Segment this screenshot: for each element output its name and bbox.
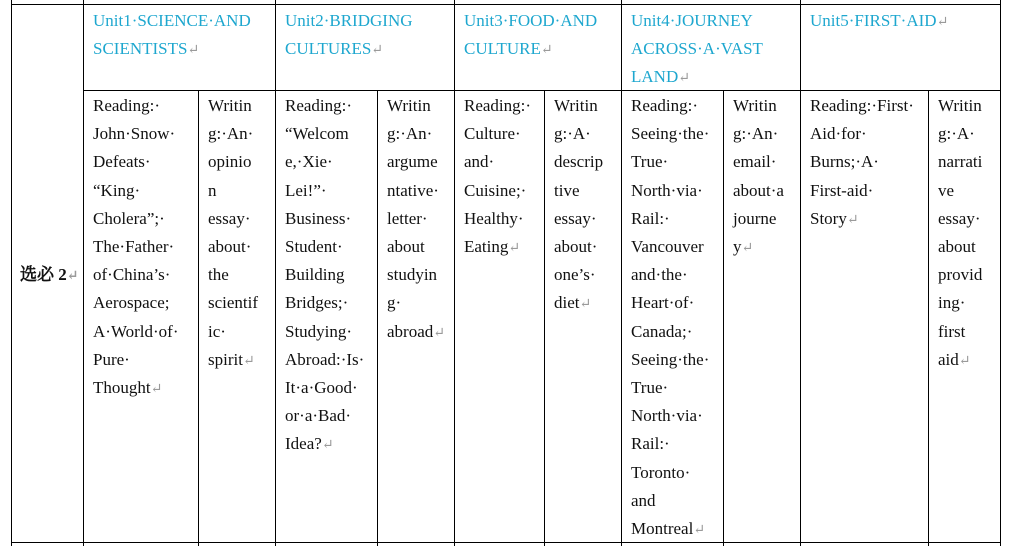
cell-line: of·China’s· (93, 265, 171, 285)
reading-cell (810, 92, 927, 235)
cell-line: A·World·of· (93, 321, 179, 341)
cell-line: ve (938, 180, 955, 200)
cell-line: about· (208, 237, 252, 257)
reading-cell (285, 92, 376, 461)
cell-line: Lei!”· (285, 180, 327, 200)
cell-line: Student· (285, 237, 343, 257)
cell-line: Idea?↵ (285, 434, 334, 454)
cell-line: Studying· (285, 321, 353, 341)
writing-cell (938, 92, 999, 376)
cell-line: scientif (208, 293, 259, 313)
cell-line: Culture· (464, 124, 521, 144)
cell-line: Reading:· (631, 96, 699, 115)
cell-line: Aerospace; (93, 293, 170, 313)
writing-cell (208, 92, 274, 376)
cell-line: Heart·of· (631, 293, 695, 313)
reading-cell (631, 92, 722, 545)
cell-line: Pure· (93, 349, 130, 369)
cell-line: Building (285, 265, 345, 285)
cell-line: Writin (208, 96, 252, 115)
cell-line: essay· (554, 208, 597, 228)
cell-line: Story↵ (810, 208, 859, 228)
cell-line: and· (464, 152, 495, 172)
cell-line: ic· (208, 321, 226, 341)
cell-line: opinio (208, 152, 252, 172)
cell-line: Burns;·A· (810, 152, 879, 172)
cell-line: e,·Xie· (285, 152, 333, 172)
cell-line: “King· (93, 180, 141, 200)
cell-line: The·Father· (93, 237, 175, 257)
cell-line: Unit1·SCIENCE·AND (93, 11, 251, 30)
cell-line: aid↵ (938, 349, 971, 369)
cell-line: and (631, 490, 656, 510)
cell-line: ing· (938, 293, 966, 313)
cell-line: Aid·for· (810, 124, 867, 144)
cell-line: SCIENTISTS↵ (93, 39, 200, 58)
cell-line: Abroad:·Is· (285, 349, 365, 369)
cell-line: ACROSS·A·VAST (631, 39, 763, 58)
cell-line: g:·An· (387, 124, 433, 144)
cell-line: g:·A· (554, 124, 591, 144)
cell-line: First-aid· (810, 180, 874, 200)
cell-line: CULTURE↵ (464, 39, 553, 58)
cell-line: ntative· (387, 180, 439, 200)
cell-line: abroad↵ (387, 321, 445, 341)
cell-line: Writin (733, 96, 777, 115)
cell-line: g:·A· (938, 124, 975, 144)
unit-header (285, 7, 453, 65)
writing-cell (554, 92, 620, 320)
cell-line: Rail:· (631, 208, 670, 228)
cell-line: one’s· (554, 265, 596, 285)
cell-line: argume (387, 152, 438, 172)
cell-line: narrati (938, 152, 983, 172)
cell-line: email· (733, 152, 777, 172)
cell-line: Unit3·FOOD·AND (464, 11, 598, 30)
cell-line: about (938, 237, 976, 257)
cell-line: North·via· (631, 180, 703, 200)
writing-cell (387, 92, 453, 348)
row-label: 选必 2↵ (20, 265, 79, 284)
cell-line: descrip (554, 152, 604, 172)
cell-line: about (387, 237, 425, 257)
cell-line: g:·An· (208, 124, 254, 144)
cell-line: letter· (387, 208, 428, 228)
cell-line: journe (733, 208, 777, 228)
cell-line: tive (554, 180, 580, 200)
cell-line: first (938, 321, 966, 341)
cell-line: It·a·Good· (285, 378, 358, 398)
cell-line: Reading:· (464, 96, 532, 115)
cell-line: Seeing·the· (631, 349, 710, 369)
cell-line: Reading:·First· (810, 96, 914, 115)
cell-line: CULTURES↵ (285, 39, 384, 58)
cell-line: essay· (938, 208, 981, 228)
cell-line: LAND↵ (631, 67, 690, 86)
cell-line: Cuisine;· (464, 180, 527, 200)
reading-cell (464, 92, 543, 263)
cell-line: Unit2·BRIDGING (285, 11, 413, 30)
cell-line: Writin (554, 96, 598, 115)
cell-line: Unit4·JOURNEY (631, 11, 753, 30)
cell-line: Bridges;· (285, 293, 349, 313)
cell-line: Thought↵ (93, 378, 163, 398)
cell-line: Eating↵ (464, 237, 521, 257)
cell-line: g:·An· (733, 124, 779, 144)
reading-cell (93, 92, 197, 404)
cell-line: diet↵ (554, 293, 592, 313)
cell-line: Montreal↵ (631, 519, 706, 539)
cell-line: “Welcom (285, 124, 349, 144)
cell-line: True· (631, 152, 669, 172)
cell-line: Seeing·the· (631, 124, 710, 144)
cell-line: and·the· (631, 265, 688, 285)
cell-line: True· (631, 378, 669, 398)
cell-line: Vancouver (631, 237, 704, 257)
cell-line: Writin (387, 96, 431, 115)
cell-line: Reading:· (93, 96, 161, 115)
cell-line: provid (938, 265, 983, 285)
cell-line: Defeats· (93, 152, 151, 172)
cell-line: North·via· (631, 406, 703, 426)
cell-line: Canada;· (631, 321, 693, 341)
cell-line: Toronto· (631, 462, 691, 482)
cell-line: Business· (285, 208, 352, 228)
unit-header (464, 7, 620, 65)
cell-line: John·Snow· (93, 124, 176, 144)
cell-line: Cholera”;· (93, 208, 165, 228)
cell-line: essay· (208, 208, 251, 228)
cell-line: or·a·Bad· (285, 406, 352, 426)
cell-line: Rail:· (631, 434, 670, 454)
cell-line: y↵ (733, 237, 754, 257)
cell-line: n (208, 180, 217, 200)
cell-line: Unit5·FIRST·AID↵ (810, 11, 949, 30)
cell-line: spirit↵ (208, 349, 255, 369)
cell-line: g· (387, 293, 402, 313)
unit-header (93, 7, 275, 65)
unit-header (631, 7, 799, 93)
cell-line: about· (554, 237, 598, 257)
unit-header (810, 7, 1000, 37)
cell-line: Healthy· (464, 208, 524, 228)
cell-line: the (208, 265, 229, 285)
cell-line: about·a (733, 180, 784, 200)
writing-cell (733, 92, 799, 263)
cell-line: Writin (938, 96, 982, 115)
cell-line: studyin (387, 265, 438, 285)
cell-line: Reading:· (285, 96, 353, 115)
